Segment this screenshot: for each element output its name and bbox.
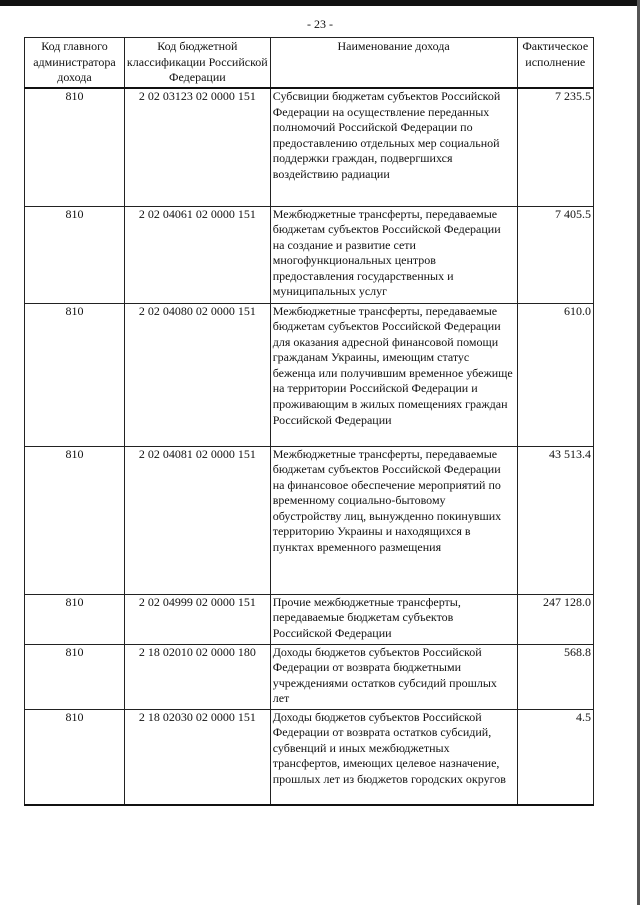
revenue-name-cell: Доходы бюджетов субъектов Российской Федерации от возврата остатков субсидий, субвенций и иных межбюджетных трансфертов, имеющих целевое назначение, прошлых лет из бюджетов городских округов xyxy=(270,709,517,805)
classification-code-cell: 2 02 03123 02 0000 151 xyxy=(124,88,270,206)
table-body xyxy=(25,88,594,805)
classification-code-cell: 2 02 04080 02 0000 151 xyxy=(124,303,270,446)
table-row xyxy=(25,303,594,446)
header-admin-code: Код главного администратора дохода xyxy=(25,38,125,89)
header-actual-execution: Фактическое исполнение xyxy=(517,38,594,89)
revenue-name-cell: Доходы бюджетов субъектов Российской Федерации от возврата бюджетными учреждениями остатков субсидий прошлых лет xyxy=(270,644,517,709)
page-number: - 23 - xyxy=(307,17,333,31)
admin-code-cell: 810 xyxy=(25,303,125,446)
classification-code-cell: 2 02 04999 02 0000 151 xyxy=(124,594,270,644)
amount-cell: 43 513.4 xyxy=(517,446,594,594)
admin-code-cell: 810 xyxy=(25,644,125,709)
admin-code-cell: 810 xyxy=(25,446,125,594)
table-header xyxy=(25,38,594,89)
table-row xyxy=(25,446,594,594)
revenue-name-cell: Межбюджетные трансферты, передаваемые бюджетам субъектов Российской Федерации на создание и развитие сети многофункциональных центров предоставления государственных и муниципальных услуг xyxy=(270,206,517,303)
admin-code-cell: 810 xyxy=(25,709,125,805)
table-row xyxy=(25,709,594,805)
amount-cell: 247 128.0 xyxy=(517,594,594,644)
classification-code-cell: 2 02 04061 02 0000 151 xyxy=(124,206,270,303)
header-revenue-name: Наименование дохода xyxy=(270,38,517,89)
classification-code-cell: 2 18 02010 02 0000 180 xyxy=(124,644,270,709)
revenue-name-cell: Межбюджетные трансферты, передаваемые бюджетам субъектов Российской Федерации на финансовое обеспечение мероприятий по временному социально-бытовому обустройству лиц, вынужденно покинувших территорию Украины и находящихся в пунктах временного размещения xyxy=(270,446,517,594)
amount-cell: 4.5 xyxy=(517,709,594,805)
header-budget-classification-code: Код бюджетной классификации Российской Федерации xyxy=(124,38,270,89)
amount-cell: 7 235.5 xyxy=(517,88,594,206)
table-row xyxy=(25,88,594,206)
amount-cell: 568.8 xyxy=(517,644,594,709)
table-row xyxy=(25,594,594,644)
scan-top-edge xyxy=(0,0,640,6)
revenue-name-cell: Прочие межбюджетные трансферты, передаваемые бюджетам субъектов Российской Федерации xyxy=(270,594,517,644)
header-row xyxy=(25,38,594,89)
admin-code-cell: 810 xyxy=(25,594,125,644)
table-row xyxy=(25,206,594,303)
revenue-table xyxy=(24,37,594,806)
classification-code-cell: 2 02 04081 02 0000 151 xyxy=(124,446,270,594)
admin-code-cell: 810 xyxy=(25,206,125,303)
amount-cell: 610.0 xyxy=(517,303,594,446)
classification-code-cell: 2 18 02030 02 0000 151 xyxy=(124,709,270,805)
admin-code-cell: 810 xyxy=(25,88,125,206)
amount-cell: 7 405.5 xyxy=(517,206,594,303)
revenue-name-cell: Межбюджетные трансферты, передаваемые бюджетам субъектов Российской Федерации для оказания адресной финансовой помощи гражданам Украины, имеющим статус беженца или получившим временное убежище на территории Российской Федерации и проживающим в жилых помещениях граждан Российской Федерации xyxy=(270,303,517,446)
revenue-name-cell: Субсвиции бюджетам субъектов Российской Федерации на осуществление переданных полномочий Российской Федерации по предоставлению отдельных мер социальной поддержки граждан, подвергшихся воздействию радиации xyxy=(270,88,517,206)
table-row xyxy=(25,644,594,709)
